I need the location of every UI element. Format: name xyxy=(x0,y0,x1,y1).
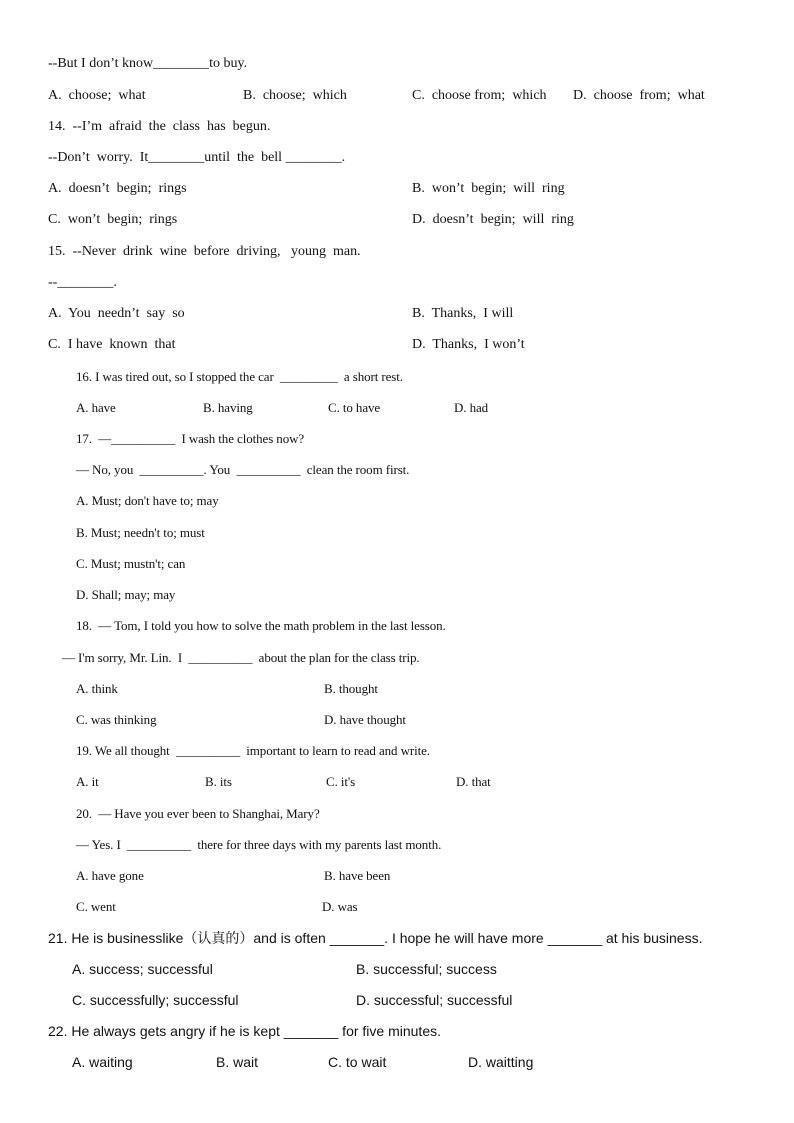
q14-stem-line1: 14. --I’m afraid the class has begun. xyxy=(48,119,271,134)
q22-option-d: D. waitting xyxy=(468,1054,534,1070)
q20-stem-line2: — Yes. I __________ there for three days with my parents last month. xyxy=(76,837,442,852)
q20-option-b: B. have been xyxy=(324,868,391,883)
q15-stem-line2: --________. xyxy=(48,275,117,290)
q14-option-a: A. doesn’t begin; rings xyxy=(48,181,187,196)
q17-option-c: C. Must; mustn't; can xyxy=(76,556,186,571)
q15-stem-line1: 15. --Never drink wine before driving, young man. xyxy=(48,244,361,259)
q16-stem: 16. I was tired out, so I stopped the car _________ a short rest. xyxy=(76,369,403,384)
q18-stem-line1: 18. — Tom, I told you how to solve the math problem in the last lesson. xyxy=(76,618,446,633)
q22-option-a: A. waiting xyxy=(72,1054,133,1070)
q20-stem-line1: 20. — Have you ever been to Shanghai, Mary? xyxy=(76,806,320,821)
q16-option-a: A. have xyxy=(76,400,116,415)
q19-option-c: C. it's xyxy=(326,774,356,789)
q17-option-d: D. Shall; may; may xyxy=(76,587,176,602)
q17-option-b: B. Must; needn't to; must xyxy=(76,525,205,540)
q13-option-b: B. choose; which xyxy=(243,88,347,103)
q14-option-d: D. doesn’t begin; will ring xyxy=(412,212,574,227)
q14-option-c: C. won’t begin; rings xyxy=(48,212,178,227)
q16-option-c: C. to have xyxy=(328,400,381,415)
q15-option-a: A. You needn’t say so xyxy=(48,306,185,321)
q14-stem-line2: --Don’t worry. It________until the bell ________. xyxy=(48,150,346,165)
q21-option-a: A. success; successful xyxy=(72,961,213,977)
q20-option-a: A. have gone xyxy=(76,868,144,883)
q19-option-b: B. its xyxy=(205,774,232,789)
q19-option-a: A. it xyxy=(76,774,99,789)
q20-option-c: C. went xyxy=(76,899,116,914)
q15-option-d: D. Thanks, I won’t xyxy=(412,337,525,352)
q22-option-b: B. wait xyxy=(216,1054,259,1070)
q22-stem: 22. He always gets angry if he is kept _______ for five minutes. xyxy=(48,1023,441,1039)
q13-option-a: A. choose; what xyxy=(48,88,146,103)
q21-option-c: C. successfully; successful xyxy=(72,992,239,1008)
q13-option-d: D. choose from; what xyxy=(573,88,705,103)
q13-option-c: C. choose from; which xyxy=(412,88,547,103)
q22-option-c: C. to wait xyxy=(328,1054,387,1070)
q16-option-b: B. having xyxy=(203,400,253,415)
q13-stem-line2: --But I don’t know________to buy. xyxy=(48,56,248,71)
q19-stem: 19. We all thought __________ important to learn to read and write. xyxy=(76,743,430,758)
q20-option-d: D. was xyxy=(322,899,358,914)
q15-option-c: C. I have known that xyxy=(48,337,176,352)
q15-option-b: B. Thanks, I will xyxy=(412,306,514,321)
q17-stem-line2: — No, you __________. You __________ clean the room first. xyxy=(76,462,410,477)
q19-option-d: D. that xyxy=(456,774,491,789)
q16-option-d: D. had xyxy=(454,400,489,415)
q18-option-c: C. was thinking xyxy=(76,712,157,727)
q18-option-d: D. have thought xyxy=(324,712,406,727)
q17-option-a: A. Must; don't have to; may xyxy=(76,493,219,508)
q14-option-b: B. won’t begin; will ring xyxy=(412,181,565,196)
q18-option-a: A. think xyxy=(76,681,118,696)
q21-option-b: B. successful; success xyxy=(356,961,497,977)
q21-option-d: D. successful; successful xyxy=(356,992,513,1008)
q17-stem-line1: 17. —__________ I wash the clothes now? xyxy=(76,431,305,446)
q18-option-b: B. thought xyxy=(324,681,378,696)
q21-stem: 21. He is businesslike（认真的）and is often _______. I hope he will have more _______ at his business. xyxy=(48,930,703,946)
q18-stem-line2: — I'm sorry, Mr. Lin. I __________ about the plan for the class trip. xyxy=(62,650,420,665)
